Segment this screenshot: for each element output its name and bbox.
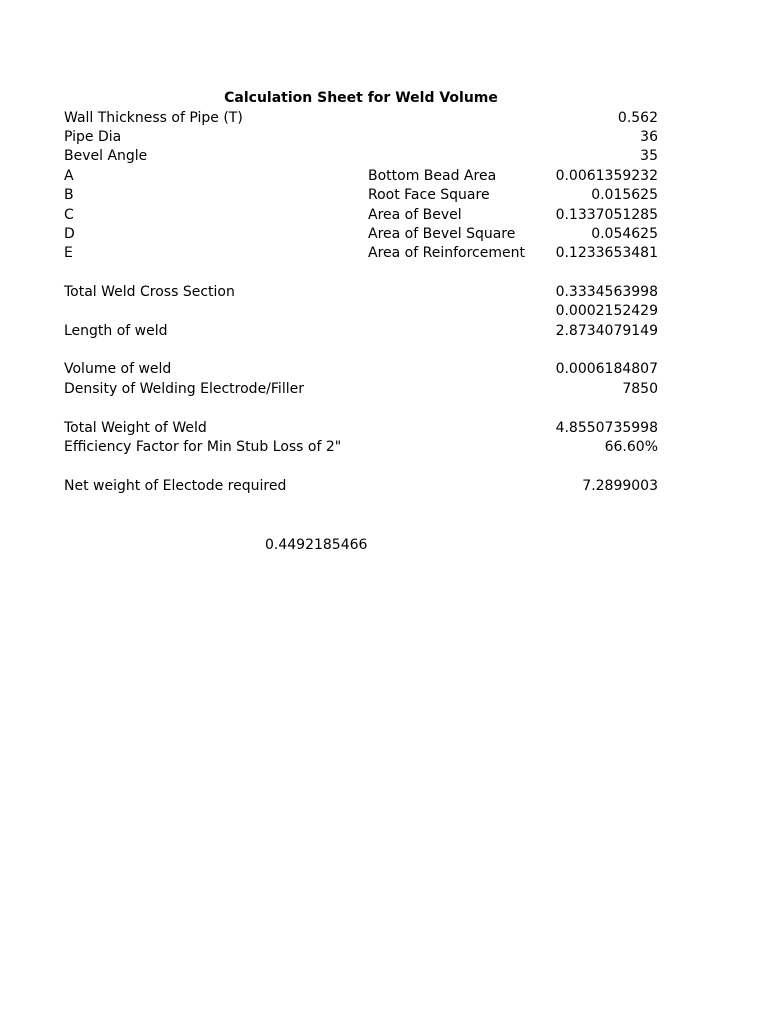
row-label: Length of weld	[64, 323, 168, 339]
table-row	[0, 438, 768, 458]
row-value: 0.562	[617, 110, 658, 126]
row-value: 0.1337051285	[555, 207, 658, 223]
table-row	[0, 147, 768, 167]
row-label: Efficiency Factor for Min Stub Loss of 2"	[64, 439, 342, 455]
table-row	[0, 186, 768, 206]
table-row	[0, 419, 768, 439]
table-row	[0, 167, 768, 187]
table-row	[0, 206, 768, 226]
row-value: 7850	[622, 381, 658, 397]
row-value: 7.2899003	[582, 478, 658, 494]
row-value: 66.60%	[604, 439, 658, 455]
table-row	[0, 109, 768, 129]
row-label: Total Weight of Weld	[64, 420, 207, 436]
row-label: C	[64, 207, 74, 223]
table-row	[0, 225, 768, 245]
table-row	[0, 244, 768, 264]
table-row	[0, 128, 768, 148]
table-row	[0, 360, 768, 380]
row-value: 0.015625	[591, 187, 658, 203]
table-row	[0, 283, 768, 303]
row-desc: Area of Bevel	[368, 207, 462, 223]
row-label: Pipe Dia	[64, 129, 122, 145]
row-label: Bevel Angle	[64, 148, 148, 164]
row-label: Wall Thickness of Pipe (T)	[64, 110, 243, 126]
row-value: 0.1233653481	[555, 245, 658, 261]
row-value: 0.0006184807	[555, 361, 658, 377]
table-row	[0, 322, 768, 342]
table-row	[0, 302, 768, 322]
row-value: 2.8734079149	[555, 323, 658, 339]
row-desc: Root Face Square	[368, 187, 490, 203]
row-label: A	[64, 168, 74, 184]
row-label: B	[64, 187, 74, 203]
row-desc: Area of Reinforcement	[368, 245, 525, 261]
row-value: 0.0061359232	[555, 168, 658, 184]
row-value: 36	[640, 129, 658, 145]
sheet-title: Calculation Sheet for Weld Volume	[224, 90, 498, 106]
row-value: 0.3334563998	[555, 284, 658, 300]
table-row	[0, 380, 768, 400]
row-label: Volume of weld	[64, 361, 172, 377]
stray-value: 0.4492185466	[265, 537, 368, 553]
row-value: 35	[640, 148, 658, 164]
row-label: D	[64, 226, 75, 242]
row-desc: Bottom Bead Area	[368, 168, 497, 184]
row-label: E	[64, 245, 73, 261]
table-row	[0, 477, 768, 497]
row-label: Net weight of Electode required	[64, 478, 287, 494]
row-value: 4.8550735998	[555, 420, 658, 436]
row-label: Density of Welding Electrode/Filler	[64, 381, 304, 397]
row-desc: Area of Bevel Square	[368, 226, 516, 242]
row-label: Total Weld Cross Section	[64, 284, 235, 300]
row-value: 0.0002152429	[555, 303, 658, 319]
row-value: 0.054625	[591, 226, 658, 242]
